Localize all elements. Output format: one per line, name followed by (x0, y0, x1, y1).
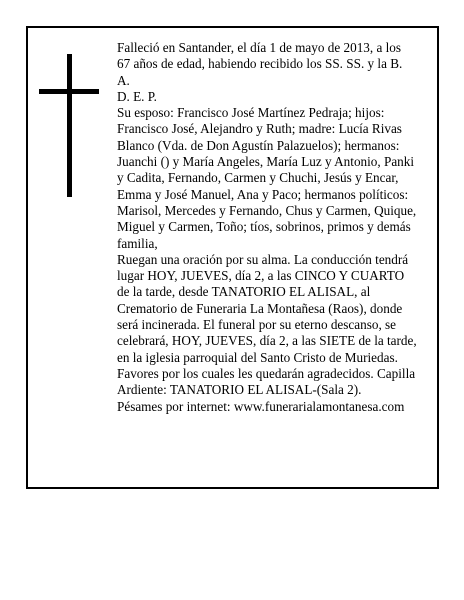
death-announcement: Falleció en Santander, el día 1 de mayo de 2013, a los 67 años de edad, habiendo recibido los SS. SS. y la B. A. (117, 40, 403, 88)
cross-icon-crossbar (39, 89, 99, 94)
cross-icon (67, 54, 72, 197)
obituary-card (26, 26, 439, 489)
family-list: Su esposo: Francisco José Martínez Pedraja; hijos: Francisco José, Alejandro y Ruth; madre: Lucía Rivas Blanco (Vda. de Don Agustín Palazuelos); hermanos: Juanchi () y María Angeles, María Luz y Antonio, Panki y Cadita, Fernando, Carmen y Chuchi, Jesús y Encar, Emma y José Manuel, Ana y Paco; hermanos políticos: Marisol, Mercedes y Fernando, Chus y Carmen, Quique, Miguel y Carmen, Toño; tíos, sobrinos, primos y demás familia, (117, 105, 417, 251)
rip-line: D. E. P. (117, 88, 157, 104)
funeral-details: Ruegan una oración por su alma. La conducción tendrá lugar HOY, JUEVES, día 2, a las CINCO Y CUARTO de la tarde, desde TANATORIO EL ALISAL, al Crematorio de Funeraria La Montañesa (Raos), donde será incinerada. El funeral por su eterno descanso, se celebrará, HOY, JUEVES, día 2, a las SIETE de la tarde, en la iglesia parroquial del Santo Cristo de Muriedas. Favores por los cuales les quedarán agradecidos. Capilla Ardiente: TANATORIO EL ALISAL-(Sala 2). (117, 251, 417, 398)
condolences-line: Pésames por internet: www.funerarialamontanesa.com (117, 398, 405, 414)
obituary-text (117, 40, 417, 415)
